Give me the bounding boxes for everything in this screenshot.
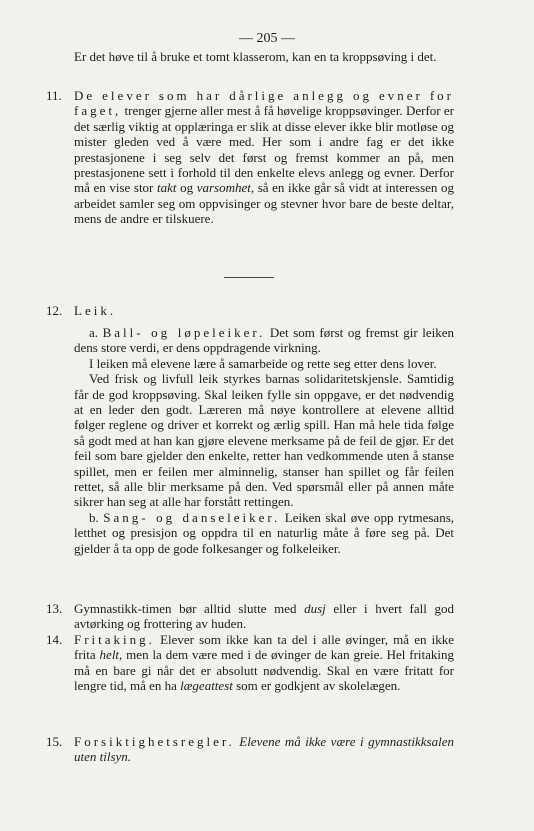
spaced-lead: De elever som har dårlige anlegg og evner for faget, (74, 88, 454, 119)
emphasis: lægeattest (180, 678, 233, 694)
paragraph-b: b. Sang- og danseleiker. Leiken skal øve opp rytmesans, letthet og presisjon og oppdra til en naturlig måte å føre seg på. Det gjelder å ta opp de gode folkesanger og folkeleiker. (74, 509, 455, 556)
emphasis: Elevene må ikke være i gymnastikksalen uten tilsyn. (74, 734, 455, 765)
paragraph: Er det høve til å bruke et tomt klasserom, kan en ta kroppsøving i det. (74, 49, 437, 64)
paragraph-a: a. Ball- og løpeleiker. Det som først og fremst gir leiken dens store verdi, er dens oppdragende virkning. (74, 325, 454, 356)
item-number-12: 12. (46, 303, 63, 318)
paragraph (74, 734, 454, 765)
spaced-lead: Sang- og danseleiker. (103, 509, 281, 525)
emphasis: dusj (304, 601, 326, 616)
emphasis: takt (157, 180, 177, 196)
paragraph: De elever som har dårlige anlegg og evner for faget, trenger gjerne aller mest å få høvelige kroppsøvinger. Derfor er det særlig viktig at opplæringa er slik at disse elever ikke blir motløse og mister gleden ved å være med. Her som i andre fag er det ikke prestasjonene i seg selv det først og fremst kommer an på, men prestasjonene sett i forhold til den enkelte elevs anlegg og evner. Derfor må en vise stor takt og varsomhet, så en ikke går så vidt at interessen og arbeidet samler seg om oppvisinger og stevner hvor bare de beste deltar, mens de andre er tilskuere. (74, 88, 455, 227)
item-number-13: 13. (46, 601, 63, 616)
item-11 (74, 88, 454, 227)
paragraph: Fritaking. Elever som ikke kan ta del i alle øvinger, må en ikke frita helt, men la dem være med i de øvinger de kan greie. Hel fritaking må en bare gi når det er absolutt nødvendig. Skal en være fritatt for lengre tid, må en ha lægeattest som er godkjent av skolelægen. (74, 632, 454, 694)
section-heading: Leik. (74, 303, 117, 318)
paragraph: I leiken må elevene lære å samarbeide og rette seg etter dens lover. (89, 355, 437, 371)
spaced-lead: Forsiktighetsregler. (74, 734, 235, 749)
item-13 (74, 601, 454, 632)
item-number-11: 11. (46, 88, 62, 103)
spaced-lead: Fritaking. (74, 632, 155, 647)
intro-continuation (74, 49, 454, 64)
item-12-body (74, 325, 454, 556)
emphasis: varsomhet, (196, 180, 255, 196)
paragraph: Gymnastikk-timen bør alltid slutte med dusj eller i hvert fall god avtørking og frottering av huden. (74, 601, 454, 632)
item-14 (74, 632, 454, 694)
page-number: — 205 — (239, 31, 295, 46)
item-number-14: 14. (46, 632, 63, 647)
item-15 (74, 734, 454, 765)
item-number-15: 15. (46, 734, 63, 749)
section-divider (224, 277, 274, 278)
item-12-heading (74, 303, 454, 318)
paragraph: Ved frisk og livfull leik styrkes barnas solidaritetskjensle. Samtidig får de god kroppsøving. Skal leiken fylle sin oppgave, er det nødvendig at en leder den godt. Læreren må nøye kontrollere at elevene alltid følger reglene og driver et korrekt og ærlig spill. Han må hele tida følge så godt med at han kan gjøre elevene merksame på de feil de gjør. Er det feil som bare gjelder den enkelte, retter han vedkommende uten å stanse spillet, men er feilen mer alminnelig, stanser han spillet og får feilen rettet, så alle blir merksame på den. Ved spørsmål eller på annen måte sikrer han seg at alle har forstått rettingen. (74, 371, 454, 510)
emphasis: helt, (99, 647, 123, 663)
spaced-lead: Ball- og løpeleiker. (102, 325, 266, 340)
